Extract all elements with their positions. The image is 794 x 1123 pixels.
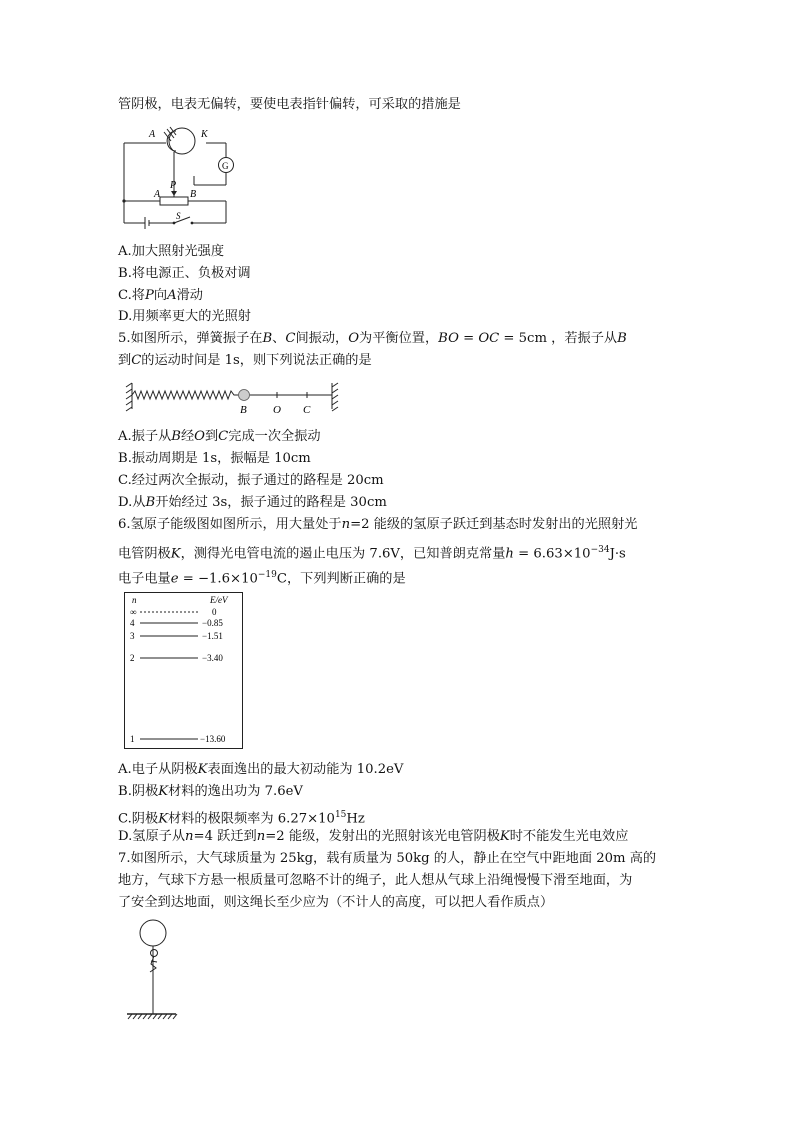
- q6-level-e-inf: 0: [212, 607, 217, 617]
- q6-e-header: E/eV: [210, 595, 228, 605]
- q6-option-d: D.氢原子从n=4 跃迁到n=2 能级，发射出的光照射该光电管阴极K时不能发生光电效应: [118, 829, 629, 844]
- q4-label-k: K: [201, 129, 208, 140]
- q5-option-d: D.从B开始经过 3s，振子通过的路程是 30cm: [118, 495, 387, 510]
- q6-level-e-4: −0.85: [202, 618, 223, 628]
- q6-stem-line3: 电子电量$e = -1.6\times 10^{-19}C$，下列判断正确的是: [118, 570, 406, 587]
- q6-option-b: B.阴极K材料的逸出功为 7.6eV: [118, 784, 303, 799]
- q4-label-b: B: [190, 189, 197, 200]
- q5-label-c: C: [303, 404, 311, 416]
- q5-option-b: B.振动周期是 1s，振幅是 10cm: [118, 451, 311, 466]
- q4-label-g: G: [222, 161, 229, 171]
- q5-option-a: A.振子从B经O到C完成一次全振动: [118, 429, 321, 444]
- q4-label-s: S: [176, 211, 181, 221]
- q6-level-e-2: −3.40: [202, 653, 223, 663]
- q6-stem-line1: 6.氢原子能级图如图所示，用大量处于n=2 能级的氢原子跃迁到基态时发射出的光照射光: [118, 517, 638, 532]
- q6-level-e-3: −1.51: [202, 631, 223, 641]
- q7-stem-line1: 7.如图所示，大气球质量为 25kg，载有质量为 50kg 的人，静止在空气中距地面 20m 高的: [118, 851, 657, 866]
- q6-energy-level-diagram: [124, 592, 244, 750]
- q4-label-a: A: [149, 129, 156, 140]
- q4-stem-tail: 管阴极，电表无偏转，要使电表指针偏转，可采取的措施是: [118, 97, 461, 112]
- q4-option-a: A.加大照射光强度: [118, 244, 225, 259]
- q5-label-o: O: [273, 404, 281, 416]
- q6-level-n-4: 4: [130, 618, 135, 628]
- q6-level-e-1: −13.60: [200, 734, 226, 744]
- q7-stem-line2: 地方，气球下方悬一根质量可忽略不计的绳子，此人想从气球上沿绳慢慢下滑至地面，为: [118, 873, 633, 888]
- q4-option-d: D.用频率更大的光照射: [118, 309, 251, 324]
- q4-option-b: B.将电源正、负极对调: [118, 266, 251, 281]
- q6-option-a: A.电子从阴极K表面逸出的最大初动能为 10.2eV: [118, 762, 404, 777]
- q5-stem-line1: 5.如图所示，弹簧振子在B、C间振动，O为平衡位置，BO = OC = 5cm ，若振子从B: [118, 331, 627, 346]
- q6-level-n-3: 3: [130, 631, 135, 641]
- q7-balloon-figure: [124, 918, 180, 1022]
- q6-stem-line2: 电管阴极K，测得光电管电流的遏止电压为 7.6V，已知普朗克常量$h = 6.63\times 10^{-34}J\cdot s$: [118, 545, 626, 562]
- q6-level-n-2: 2: [130, 653, 135, 663]
- q6-option-c: C.阴极K材料的极限频率为 $6.27\times 10^{15}Hz$: [118, 810, 365, 827]
- q6-level-n-inf: ∞: [130, 607, 137, 617]
- q4-label-a2: A: [154, 189, 161, 200]
- q5-option-c: C.经过两次全振动，振子通过的路程是 20cm: [118, 473, 384, 488]
- q6-level-n-1: 1: [130, 734, 135, 744]
- q4-label-p: P: [170, 180, 177, 191]
- q4-option-c: C.将P向A滑动: [118, 288, 203, 303]
- q4-circuit-figure: [118, 122, 243, 232]
- q7-stem-line3: 了安全到达地面，则这绳长至少应为（不计人的高度，可以把人看作质点）: [118, 895, 554, 910]
- q5-spring-figure: [124, 380, 346, 416]
- q6-n-header: n: [132, 595, 137, 605]
- q5-label-b: B: [240, 404, 247, 416]
- q5-stem-line2: 到C的运动时间是 1s，则下列说法正确的是: [118, 353, 372, 368]
